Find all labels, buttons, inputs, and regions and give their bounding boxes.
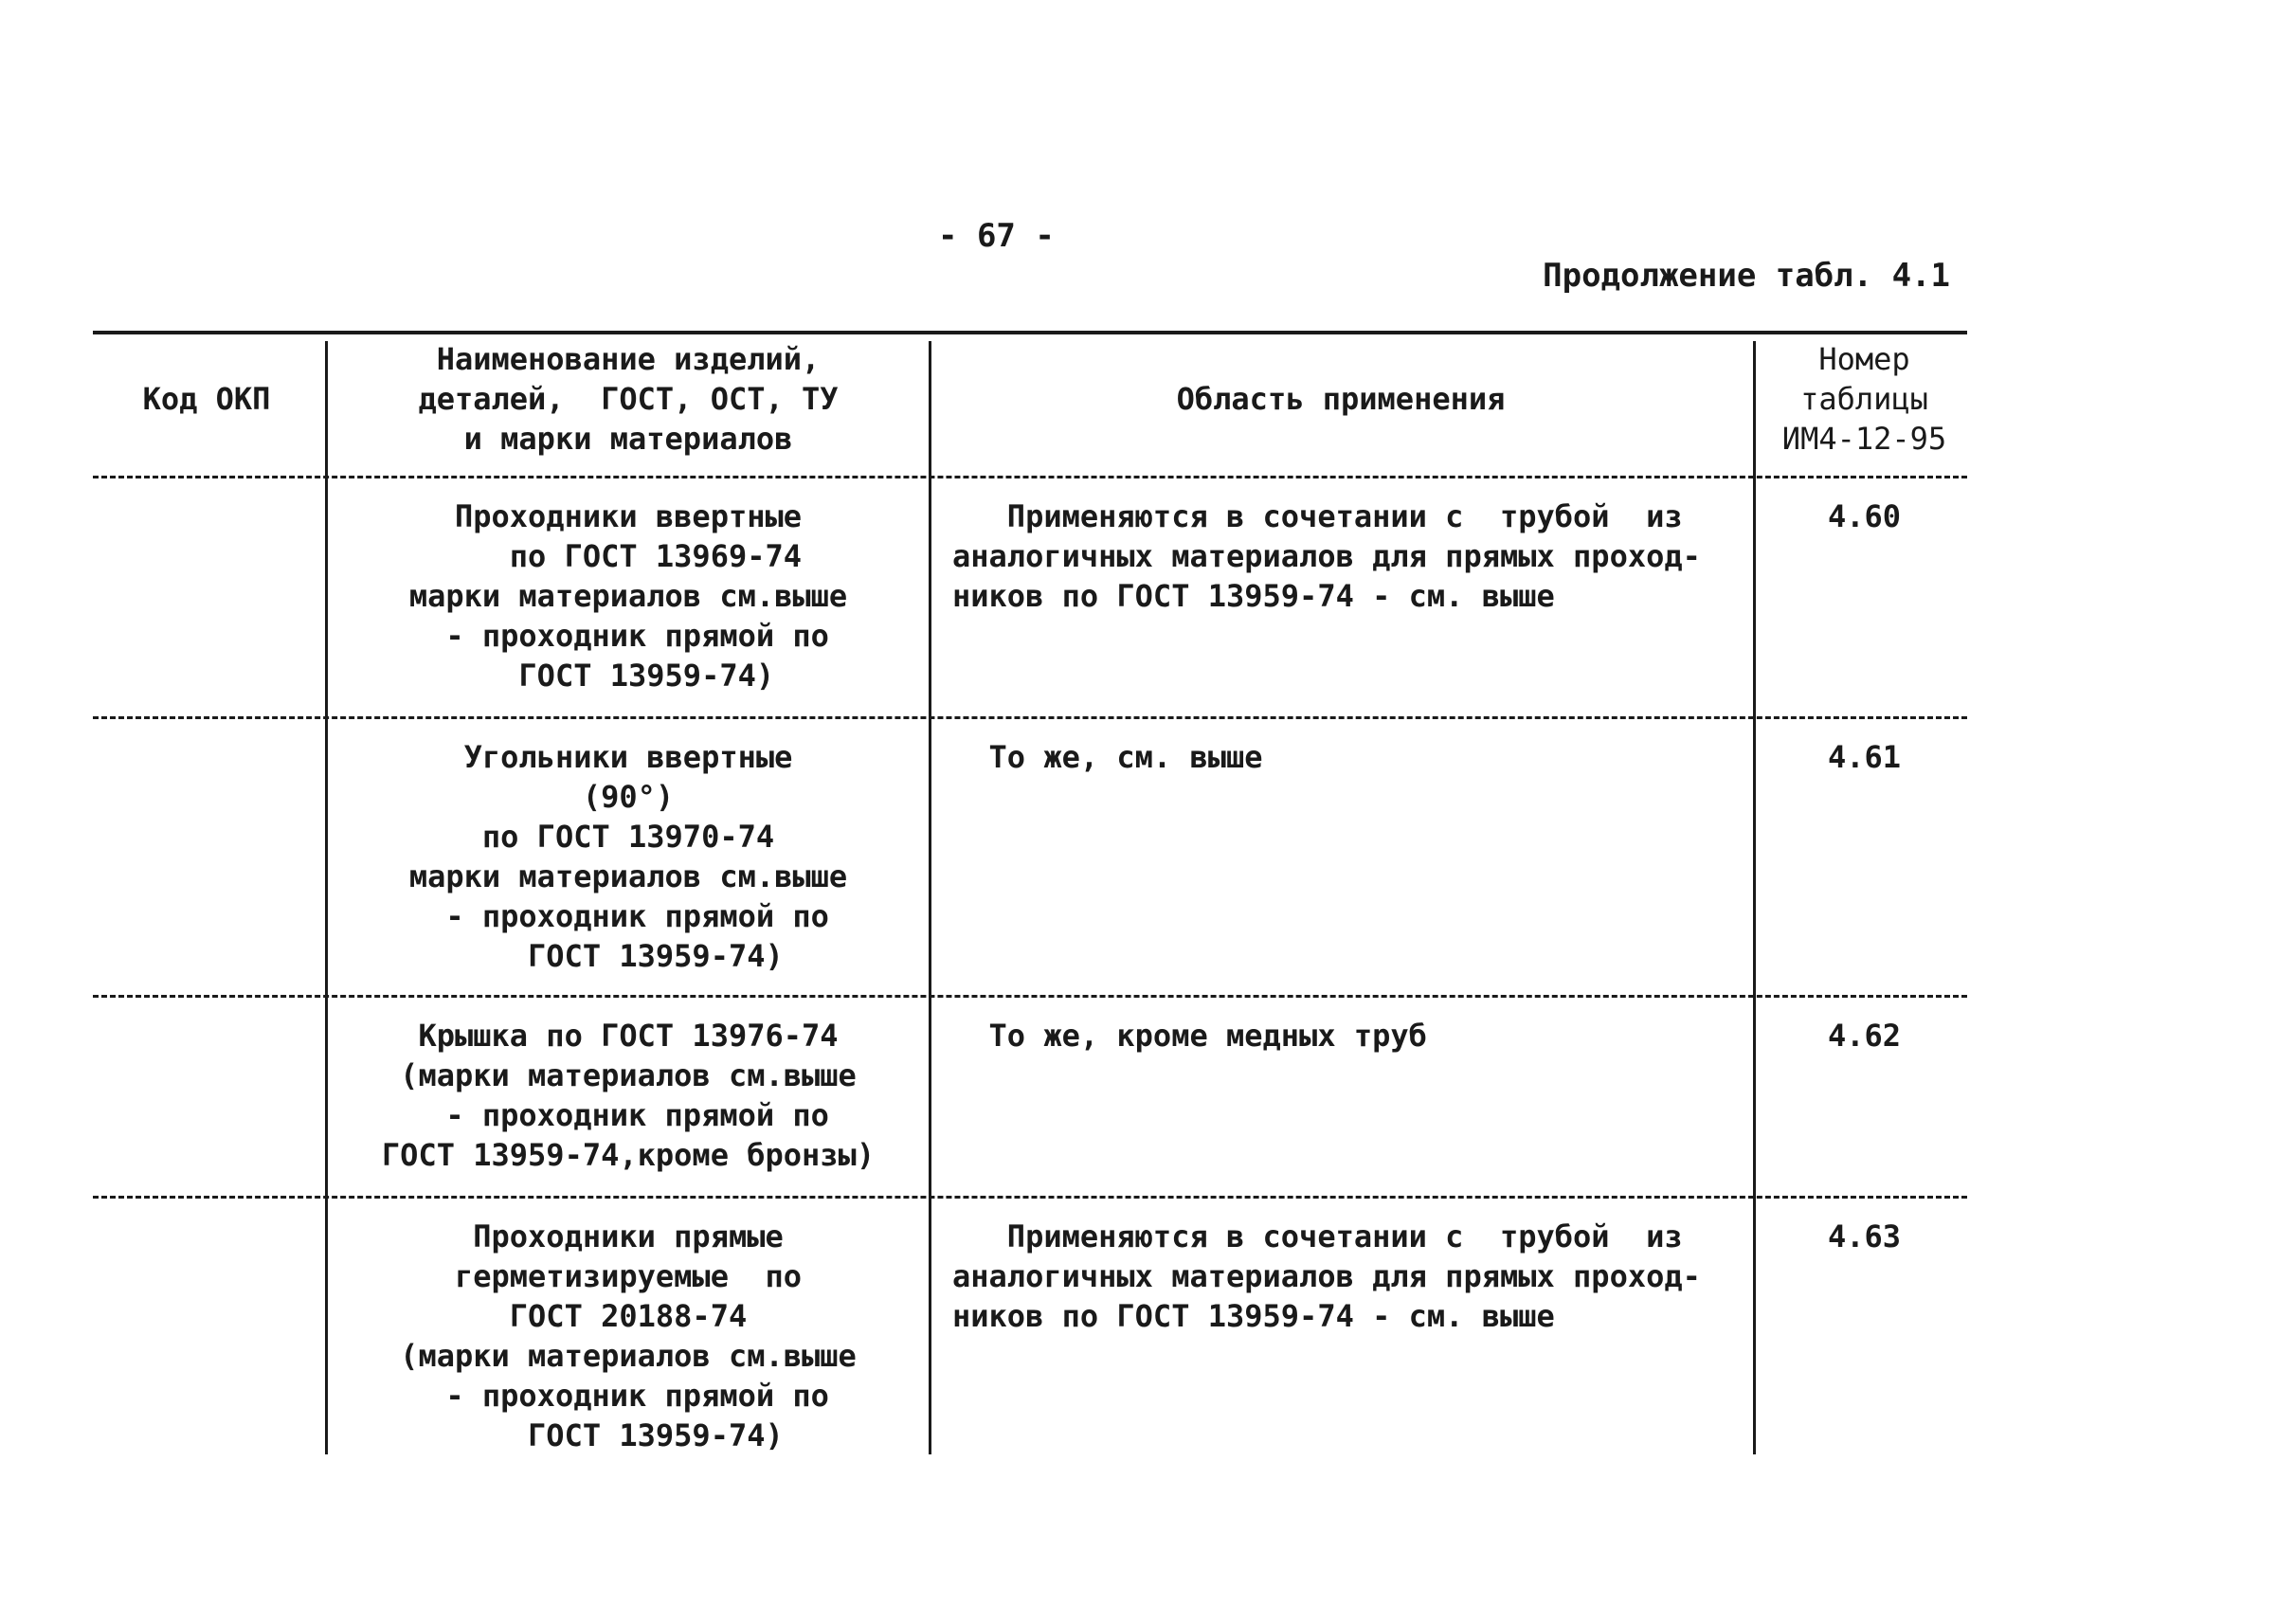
header-code: Код ОКП (142, 381, 271, 417)
table-caption: Продолжение табл. 4.1 (1543, 257, 1950, 295)
row-separator (93, 716, 1967, 719)
row-table-number: 4.62 (1827, 1018, 1902, 1054)
column-separator-1 (325, 341, 328, 1454)
row-table-number: 4.61 (1827, 739, 1902, 775)
row-name: Угольники ввертные (90°) по ГОСТ 13970-74 марки материалов см.выше - проходник прямой по ГОСТ 13959-74) (408, 739, 848, 974)
row-table-number: 4.60 (1827, 498, 1902, 534)
header-table-number: Номер таблицы ИМ4-12-95 (1781, 341, 1947, 457)
table-top-rule (93, 331, 1967, 334)
header-application: Область применения (1176, 381, 1506, 417)
row-name: Крышка по ГОСТ 13976-74 (марки материалов см.выше - проходник прямой по ГОСТ 13959-74,кроме бронзы) (381, 1018, 876, 1173)
column-separator-2 (929, 341, 931, 1454)
row-separator (93, 476, 1967, 478)
row-application: Применяются в сочетании с трубой из аналогичных материалов для прямых проход- ников по ГОСТ 13959-74 - см. выше (952, 1218, 1701, 1334)
row-application: Применяются в сочетании с трубой из аналогичных материалов для прямых проход- ников по ГОСТ 13959-74 - см. выше (952, 498, 1701, 614)
page-number: - 67 - (938, 217, 1055, 255)
row-name: Проходники ввертные по ГОСТ 13969-74 марки материалов см.выше - проходник прямой по ГОСТ 13959-74) (408, 498, 848, 694)
column-separator-3 (1753, 341, 1756, 1454)
row-application: То же, кроме медных труб (952, 1018, 1427, 1054)
row-table-number: 4.63 (1827, 1218, 1902, 1254)
header-name: Наименование изделий, деталей, ГОСТ, ОСТ, ТУ и марки материалов (418, 341, 839, 457)
row-application: То же, см. выше (952, 739, 1263, 775)
row-separator (93, 1196, 1967, 1199)
row-name: Проходники прямые герметизируемые по ГОСТ 20188-74 (марки материалов см.выше - проходник прямой по ГОСТ 13959-74) (400, 1218, 857, 1453)
row-separator (93, 995, 1967, 998)
